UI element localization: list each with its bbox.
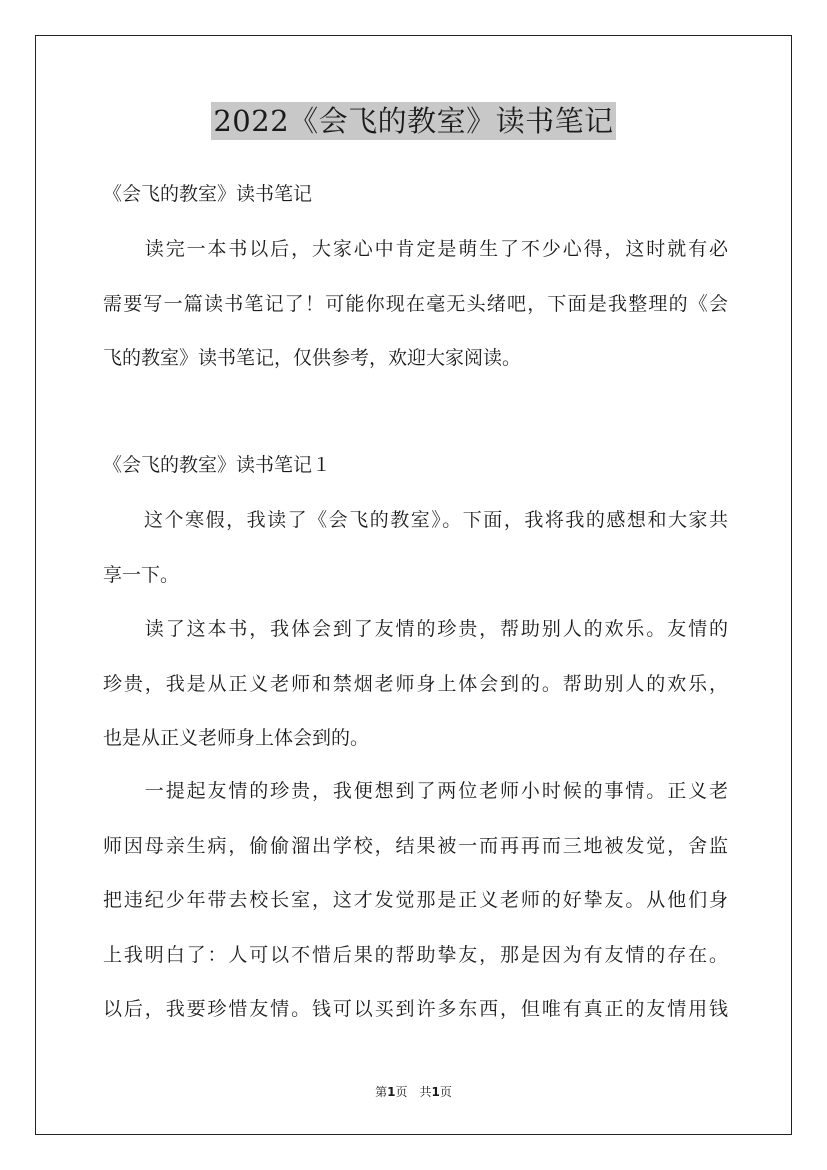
body-line: 珍贵，我是从正义老师和禁烟老师身上体会到的。帮助别人的欢乐， [103, 673, 728, 695]
page-current-number: 1 [387, 1085, 396, 1099]
page-total-number: 1 [431, 1085, 440, 1099]
page-label-suffix: 页 [439, 1085, 452, 1099]
body-line: 以后，我要珍惜友情。钱可以买到许多东西，但唯有真正的友情用钱 [103, 998, 728, 1020]
body-line: 师因母亲生病，偷偷溜出学校，结果被一而再再而三地被发觉，舍监 [103, 835, 728, 857]
page-label-prefix: 第 [375, 1085, 388, 1099]
page-label-mid: 页 共 [395, 1085, 432, 1099]
body-line: 享一下。 [103, 564, 180, 586]
body-line: 读了这本书，我体会到了友情的珍贵，帮助别人的欢乐。友情的 [103, 618, 728, 640]
body-line: 需要写一篇读书笔记了！可能你现在毫无头绪吧，下面是我整理的《会 [103, 293, 728, 315]
body-line: 一提起友情的珍贵，我便想到了两位老师小时候的事情。正义老 [103, 780, 728, 802]
body-line: 飞的教室》读书笔记，仅供参考，欢迎大家阅读。 [103, 347, 522, 369]
title-container [0, 102, 827, 140]
document-title: 2022《会飞的教室》读书笔记 [213, 104, 614, 138]
section-heading: 《会飞的教室》读书笔记１ [103, 454, 332, 476]
body-line: 上我明白了：人可以不惜后果的帮助挚友，那是因为有友情的存在。 [103, 944, 728, 966]
body-line: 也是从正义老师身上体会到的。 [103, 727, 370, 749]
body-line: 这个寒假，我读了《会飞的教室》。下面，我将我的感想和大家共 [103, 509, 728, 531]
body-line: 把违纪少年带去校长室，这才发觉那是正义老师的好挚友。从他们身 [103, 889, 728, 911]
body-line: 读完一本书以后，大家心中肯定是萌生了不少心得，这时就有必 [103, 238, 728, 260]
page-footer [0, 1084, 827, 1100]
body-line: 《会飞的教室》读书笔记 [103, 183, 313, 205]
